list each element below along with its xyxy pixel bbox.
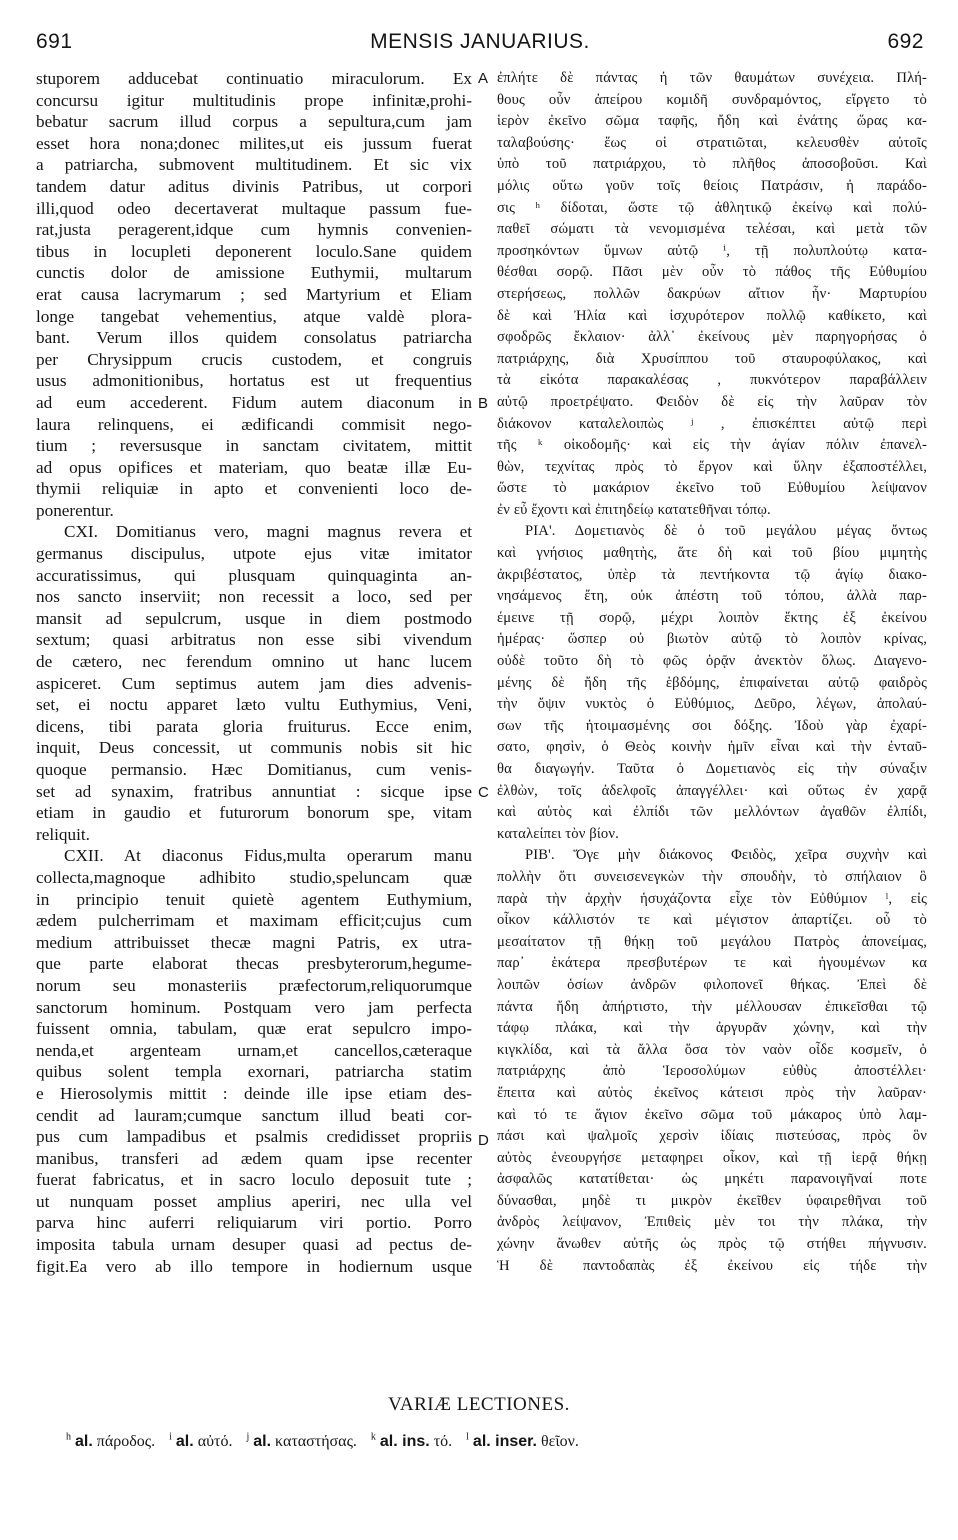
latin-line: de cætero, nec ferendum omnino ut hanc lucem (36, 652, 472, 672)
latin-line: a patriarcha, submovent multitudinem. Et sic vix (36, 155, 472, 175)
latin-line: reliquit. (36, 824, 90, 844)
variae-lectiones-title: VARIÆ LECTIONES. (388, 1394, 570, 1415)
latin-line: figit.Ea vero ab illo tempore in hodiernum usque (36, 1256, 472, 1276)
variant-reading (466, 1433, 579, 1450)
footnote-marker: k (370, 1432, 376, 1443)
greek-line: ἱερὸν ἐκεῖνο σῶμα ταφῆς, ἤδη καὶ ἐνάτης ὥρας κα- (497, 113, 927, 130)
greek-line: τάφῳ πλάκα, καὶ τὴν ἀργυρᾶν χώνην, καὶ τὴν (497, 1020, 927, 1037)
page-number-left: 691 (36, 30, 73, 53)
latin-line: fuerat fabricatus, et in sacro loculo deposuit tute ; (36, 1170, 472, 1190)
latin-line: usus admonitionibus, hortatus est ut frequentius (36, 371, 472, 391)
variant-key: al. (175, 1433, 194, 1451)
latin-line: esset hora nona;donec milites,ut eis jussum fuerat (36, 133, 472, 153)
latin-line: rat,justa peragerent,idque cum hymnis convenien- (36, 220, 472, 240)
latin-line: stuporem adducebat continuatio miraculorum. Ex (36, 69, 472, 88)
greek-line: πατριάρχης ἀπὸ Ἱεροσολύμων εὐθὺς ἀποστέλλει· (497, 1063, 927, 1080)
latin-line: fuissent omnia, tabulam, quæ erat sepulcro impo- (36, 1019, 472, 1039)
latin-line: imposita tabula urnam desuper quasi ad pectus de- (36, 1235, 472, 1255)
variant-text: θεῖον. (540, 1433, 579, 1451)
greek-line: μεσαίτατον τῇ θήκῃ τοῦ μεγάλου Πατρὸς ἀπονείμας, (497, 933, 927, 950)
footnote-marker: l (466, 1432, 469, 1443)
greek-line: χώνην ἄνωθεν αὐτῆς ὡς πρὸς τῷ στήθει πήγνυσιν. (497, 1236, 927, 1253)
greek-line: καταλείπει τὸν βίον. (497, 825, 619, 842)
latin-line: quibus solent templa exornari, patriarcha statim (36, 1062, 472, 1082)
variant-reading (371, 1433, 452, 1450)
greek-line: Ἡ δὲ παντοδαπὰς ἐξ ἐκείνου εἰς τήδε τὴν (497, 1257, 927, 1274)
greek-line: μόλις οὕτω γοῦν τοῖς θείοις Πατράσιν, ἡ παράδο- (497, 177, 927, 194)
greek-line: πάντα ἤδη ἀπήρτιστο, τὴν μέλλουσαν ἐπικεῖσθαι τῷ (497, 998, 927, 1015)
variant-key: al. ins. (379, 1433, 430, 1451)
latin-line: quoque permansio. Hæc Domitianus, cum venis- (36, 760, 472, 779)
latin-line: laura relinquens, ei ædificandi commisit nego- (36, 414, 472, 434)
latin-line: set ad synaxim, fratribus annuntiat : sicque ipse (36, 781, 472, 801)
greek-line: οἶκον κάλλιστόν τε καὶ μέγιστον ἀπαρτίζει. οὗ τὸ (497, 912, 927, 929)
greek-line: ἀσφαλῶς κατατίθεται· ὡς μηκέτι παρανοιγῆναί ποτε (497, 1171, 927, 1188)
greek-line: τὰ εἰκότα παρακαλέσας , πυκνότερον παραβάλλειν (497, 372, 927, 389)
greek-line: ἀκριβέστατος, ὑπὲρ τὰ πεντήκοντα τῷ ἁγίῳ διακο- (497, 566, 927, 583)
latin-line: manibus, transferi ad ædem quam ipse recenter (36, 1148, 472, 1168)
variant-key: al. (253, 1433, 272, 1451)
latin-line: bant. Verum illos quidem consolatus patriarcha (36, 328, 472, 348)
latin-line: ad eum accederent. Fidum autem diaconum in (36, 392, 472, 412)
latin-line: inquit, Deus concessit, ut communis nobis sit hic (36, 738, 472, 758)
greek-line: διάκονον καταλελοιπὼς ʲ , ἐπισκέπτει αὐτῷ περὶ (497, 415, 927, 432)
footnote-marker: h (66, 1432, 71, 1443)
latin-line: cendit ad lauram;cumque sanctum illud beati cor- (36, 1105, 472, 1125)
latin-line: germanus discipulus, utpote ejus vitæ imitator (36, 544, 472, 564)
latin-line: norum seu monasteriis præfectorum,reliquorumque (36, 975, 472, 995)
variant-key: al. inser. (472, 1433, 537, 1451)
margin-marker-d: D (478, 1132, 489, 1149)
greek-line: λοιπῶν ὁσίων ἀνδρῶν φιλοπονεῖ θήκας. Ἐπεὶ δὲ (497, 976, 927, 993)
variant-reading (246, 1433, 356, 1450)
greek-line: θα διαγωγήν. Ταῦτα ὁ Δομετιανὸς εἰς τὴν σύναξιν (497, 761, 927, 777)
footnote-marker: i (169, 1432, 172, 1443)
margin-marker-b: B (478, 395, 489, 412)
greek-line: παρ᾽ ἑκάτερα πρεσβυτέρων τε καὶ ἡγουμένων κα (497, 955, 927, 972)
variant-reading (169, 1433, 232, 1450)
latin-line: CXII. At diaconus Fidus,multa operarum manu (64, 846, 472, 866)
latin-line: per Chrysippum crucis custodem, et congruis (36, 349, 472, 369)
greek-line: παρὰ τὴν ἀρχὴν ἡσυχάζοντα εἶχε τὸν Εὐθύμιον ˡ, εἰς (497, 890, 927, 907)
greek-line: ἀνδρὸς λείψανον, Ἐπιθεὶς μὲν τοι τὴν πλάκα, τὴν (497, 1214, 927, 1231)
latin-line: tium ; reversusque in sanctam civitatem, mittit (36, 436, 472, 456)
latin-line: concursu igitur multitudinis prope infinitæ,prohi- (36, 90, 472, 110)
greek-line: ἐπλήτε δὲ πάντας ἡ τῶν θαυμάτων συνέχεια. Πλή- (497, 70, 927, 86)
variant-text: αὐτό. (197, 1433, 233, 1451)
greek-line: ταλαβούσης· ἕως οἱ στρατιῶται, κελευσθὲν αὐτοῖς (497, 134, 927, 151)
variant-key: al. (75, 1433, 93, 1451)
page-number-right: 692 (887, 30, 924, 53)
greek-line: θους οὖν ἀπείρου κομιδῆ συνδραμόντος, εἴργετο τὸ (497, 91, 927, 108)
latin-line: CXI. Domitianus vero, magni magnus revera et (64, 522, 472, 542)
greek-line: τῆς ᵏ οἰκοδομῆς· καὶ εἰς τὴν ἁγίαν πόλιν ἐπανελ- (497, 437, 927, 454)
greek-line: ἡμέρας· ὥσπερ οὐ βιωτὸν αὐτῷ τὸ λοιπὸν κρίνας, (497, 631, 927, 648)
footnote-marker: j (246, 1432, 250, 1443)
greek-line: ὥστε τὸ μακάριον ἐκεῖνο τοῦ Εὐθυμίου λείψανον (497, 480, 927, 497)
latin-line: tibus in locupleti deponerent loculo.Sane quidem (36, 241, 472, 261)
latin-line: ad opus opifices et materiam, quo beatæ illæ Eu- (36, 457, 472, 477)
variant-reading (66, 1433, 155, 1450)
greek-line: ὑπὸ τοῦ πατριάρχου, τὸ πλῆθος ἀποσοβοῦσι. Καὶ (497, 156, 927, 173)
greek-line: ἐν εὖ ἔχοντι καὶ ἐπιτηδείῳ κατατεθῆναι τόπῳ. (497, 501, 771, 518)
latin-line: nenda,et argenteam urnam,et cancellos,cæteraque (36, 1040, 472, 1060)
latin-line: que parte elaborat thecas presbyterorum,hegume- (36, 954, 472, 974)
latin-line: collecta,magnoque adhibito studio,speluncam quæ (36, 867, 472, 887)
latin-line: ædem pulcherrimam et maximam efficit;cujus cum (36, 911, 472, 931)
greek-line: θέσθαι σορῷ. Πᾶσι μὲν οὖν τὸ πάθος τῆς Εὐθυμίου (497, 264, 927, 281)
latin-line: illi,quod odeo decertaverat multaque passum fue- (36, 198, 472, 218)
variant-text: πάροδος. (96, 1433, 156, 1451)
latin-line: dicens, tibi parata gloria fruiturus. Ecce enim, (36, 716, 472, 736)
latin-line: set, ei noctu apparet læto vultu Euthymius, Veni, (36, 695, 472, 715)
variant-text: τό. (433, 1433, 453, 1451)
greek-line: ΡΙΑ'. Δομετιανὸς δὲ ὁ τοῦ μεγάλου μέγας ὄντως (525, 523, 927, 540)
greek-line: δὲ καὶ Ἠλία καὶ ἰσχυρότερον πολλῷ καθίκετο, καὶ (497, 307, 927, 324)
latin-line: pus cum lampadibus et psalmis credidisset propriis (36, 1127, 472, 1147)
greek-line: πάσι καὶ ψαλμοῖς χερσὶν ἰδίαις πιστεύσας, πρὸς ὃν (497, 1128, 927, 1145)
greek-line: νησάμενος ἔτη, οὐκ ἀπέστη τοῦ τόπου, ἀλλὰ παρ- (497, 588, 927, 605)
latin-line: nos sancto inserviit; non recessit a loco, sed per (36, 587, 472, 607)
greek-line: αὐτὸς ἐνεουργήσε μεταφηρει οἶκον, καὶ τῇ ἱερᾷ θήκῃ (497, 1149, 927, 1166)
latin-line: etiam in gaudio et futurorum bonorum spe, vitam (36, 803, 472, 823)
greek-line: ἔπειτα καὶ αὐτὸς ἐκεῖνος κάτεισι πρὸς τὴν λαῦραν· (497, 1084, 927, 1101)
greek-line: θὼν, τεχνίτας πρὸς τὸ ἔργον καὶ ὕλην ἐξαποστέλλει, (497, 458, 927, 475)
greek-column (497, 68, 927, 1277)
latin-line: cunctis dolor de amissione Euthymii, multarum (36, 263, 472, 283)
running-header (36, 30, 924, 58)
latin-line: bebatur sacrum illud corpus a sepultura,cum jam (36, 112, 472, 132)
latin-line: ut nunquam posset amplius aperiri, nec ulla vel (36, 1191, 472, 1211)
greek-line: οὐδὲ τοῦτο δὴ τὸ φῶς ὁρᾷν ἀνεκτὸν ὅλως. Διαγενο- (497, 653, 927, 670)
greek-line: ἐλθὼν, τοῖς ἀδελφοῖς ἀπαγγέλλει· καὶ οὕτως ἐν χαρᾷ (497, 782, 927, 799)
latin-line: in principio tenuit quietè agentem Euthymium, (36, 889, 472, 909)
greek-line: μένης δὲ ἤδη τῆς ἑβδόμης, ἐπιφαίνεται αὐτῷ φαιδρὸς (497, 674, 927, 691)
latin-line: thymii reliquiæ in apto et convenienti loco de- (36, 479, 472, 499)
margin-marker-a: A (478, 70, 489, 87)
latin-line: erat causa lacrymarum ; sed Martyrium et Eliam (36, 284, 472, 304)
greek-line: σων τῆς ἡτοιμασμένης σοι δόξης. Ἰδοὺ γὰρ ἐχαρί- (497, 717, 927, 734)
latin-line: e Hierosolymis mittit : deinde ille ipse etiam des- (36, 1083, 472, 1103)
greek-line: σφοδρῶς ἔκλαιον· ἀλλ᾽ ἐκείνους μὲν παρηγορήσας ὁ (497, 329, 927, 346)
latin-line: accuratissimus, qui plusquam quinquaginta an- (36, 565, 472, 585)
greek-line: καὶ τό τε ἅγιον ἐκεῖνο σῶμα τοῦ μάκαρος ὑπὸ λαμ- (497, 1106, 927, 1123)
margin-marker-c: C (478, 784, 489, 801)
latin-column (36, 68, 472, 1277)
greek-line: δύνασθαι, μηδὲ τι μικρὸν ἐκεῖθεν ὑφαιρεθῆναι τοῦ (497, 1192, 927, 1209)
latin-line: medium attribuisset thecæ magni Patris, ex utra- (36, 932, 472, 952)
greek-line: παθεῖ σώματι τὰ νενομισμένα τελέσαι, καὶ μετὰ τῶν (497, 221, 927, 238)
latin-line: sanctorum hominum. Postquam vero jam perfecta (36, 997, 472, 1017)
greek-line: έμεινε τῇ σορῷ, μέχρι λοιπὸν ἕκτης ἐξ ἐκείνου (497, 609, 927, 626)
latin-line: mansit ad sepulcrum, usque in diem postmodo (36, 608, 472, 628)
latin-line: aspiceret. Cum septimus autem jam dies advenis- (36, 673, 472, 693)
latin-line: sextum; quasi arbitratus non esse sibi vivendum (36, 630, 472, 650)
greek-line: προσηκόντων ὕμνων αὐτῷ ⁱ, τῇ πολυπλούτῳ κατα- (497, 242, 927, 259)
latin-line: ponerentur. (36, 500, 114, 520)
greek-line: πολλὴν ὅτι συνεισενεγκὼν τὴν σπουδὴν, τὸ σπήλαιον ὃ (497, 868, 927, 885)
greek-line: πατριάρχης, διὰ Χρυσίππου τοῦ σταυροφύλακος, καὶ (497, 350, 927, 367)
greek-line: σις ʰ δίδοται, ὥστε τῷ ἀθλητικῷ ἐκείνῳ καὶ πολύ- (497, 199, 927, 216)
greek-line: αὐτῷ προετρέψατο. Φειδὸν δὲ εἰς τὴν λαῦραν τὸν (497, 393, 927, 410)
greek-line: στερήσεως, πολλῶν δακρύων αἴτιον ἦν· Μαρτυρίου (497, 285, 927, 302)
greek-line: καὶ γνήσιος μαθητὴς, ἅτε δὴ καὶ τοῦ βίου μιμητὴς (497, 545, 927, 562)
variant-text: καταστήσας. (275, 1433, 357, 1451)
greek-line: τὴν ὄψιν νυκτὸς ὁ Εὐθύμιος, Δεῦρο, λέγων, ἀπολαύ- (497, 696, 927, 713)
greek-line: σατο, φησὶν, ὁ Θεὸς κοινὴν ἡμῖν εἶναι καὶ τὴν ἐνταῦ- (497, 739, 927, 756)
running-title: MENSIS JANUARIUS. (370, 30, 590, 53)
greek-line: ΡΙΒ'. Ὅγε μὴν διάκονος Φειδὸς, χεῖρα συχνὴν καὶ (525, 847, 927, 864)
latin-line: parva hinc auferri reliquiarum viri portio. Porro (36, 1213, 472, 1233)
greek-line: κιγκλίδα, καὶ τὰ ἄλλα ὅσα τὸν ναὸν οἶδε κοσμεῖν, ὁ (497, 1041, 927, 1058)
variae-lectiones-list (66, 1432, 926, 1451)
latin-line: tandem datur aditus divinis Patribus, ut corpori (36, 176, 472, 196)
greek-line: καὶ αὐτὸς καὶ ἐλπίδι τῶν μελλόντων ἀγαθῶν ἐλπίδι, (497, 804, 927, 821)
latin-line: longe tangebat vehementius, atque valdè plora- (36, 306, 472, 326)
